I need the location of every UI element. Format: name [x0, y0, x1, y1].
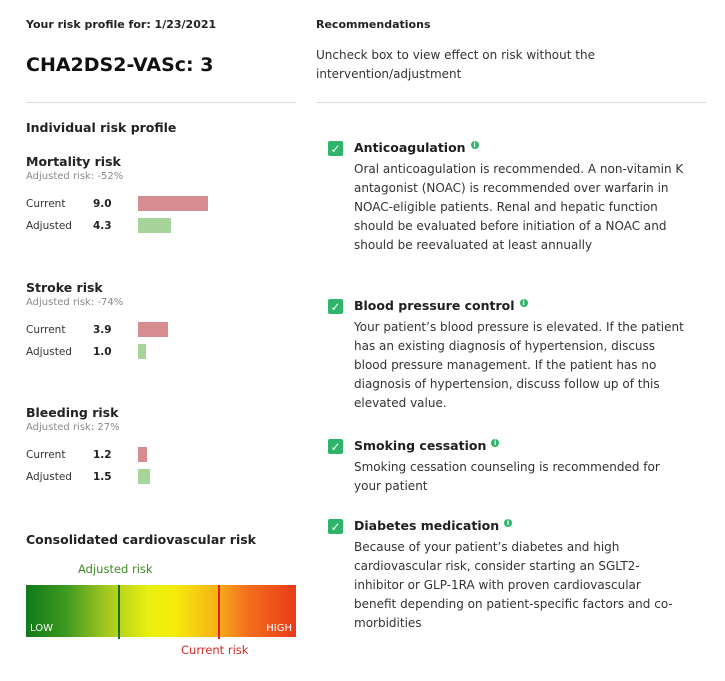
adjusted-row	[26, 216, 296, 238]
recommendation-smoking-cessation	[328, 438, 700, 496]
current-value: 9.0	[93, 198, 112, 210]
current-risk-marker	[218, 585, 220, 639]
recommendation-name	[354, 438, 499, 453]
recommendation-name-text: Diabetes medication	[354, 518, 500, 533]
adjusted-risk-marker	[118, 585, 120, 639]
risk-title: Stroke risk	[26, 280, 103, 295]
current-value: 1.2	[93, 449, 112, 461]
adjusted-row	[26, 467, 296, 489]
recommendation-header	[328, 438, 700, 458]
current-risk-marker-label: Current risk	[181, 643, 249, 657]
recommendation-name-text: Blood pressure control	[354, 298, 515, 313]
adjusted-risk-marker-label: Adjusted risk	[78, 562, 153, 576]
adjusted-risk-text: Adjusted risk: 27%	[26, 422, 120, 433]
checkmark-icon: ✓	[330, 141, 341, 156]
profile-date-label: Your risk profile for: 1/23/2021	[26, 18, 217, 31]
low-label: LOW	[30, 623, 53, 634]
adjusted-bar	[138, 469, 150, 484]
recommendation-name	[354, 140, 479, 155]
current-label: Current	[26, 198, 66, 210]
adjusted-label: Adjusted	[26, 220, 72, 232]
recommendation-header	[328, 298, 700, 318]
recommendation-name	[354, 298, 528, 313]
recommendation-text: Smoking cessation counseling is recommended for your patient	[354, 460, 660, 493]
info-icon[interactable]: i	[471, 141, 479, 149]
diabetes-medication-checkbox[interactable]	[328, 519, 343, 534]
recommendation-name	[354, 518, 512, 533]
risk-title: Bleeding risk	[26, 405, 119, 420]
current-bar	[138, 322, 168, 337]
recommendation-anticoagulation	[328, 140, 700, 255]
bleeding-risk-block	[26, 405, 296, 489]
current-label: Current	[26, 324, 66, 336]
cha2ds2-vasc-score: CHA2DS2-VASc: 3	[26, 54, 214, 76]
divider	[316, 102, 706, 103]
info-icon[interactable]: i	[491, 439, 499, 447]
consolidated-risk-title: Consolidated cardiovascular risk	[26, 532, 256, 547]
current-row	[26, 194, 296, 216]
recommendations-subtitle: Uncheck box to view effect on risk without the intervention/adjustment	[316, 48, 595, 81]
info-icon[interactable]: i	[504, 519, 512, 527]
adjusted-value: 1.0	[93, 346, 112, 358]
recommendation-header	[328, 140, 700, 160]
adjusted-label: Adjusted	[26, 346, 72, 358]
adjusted-value: 1.5	[93, 471, 112, 483]
recommendations-title: Recommendations	[316, 18, 431, 31]
recommendation-text: Because of your patient’s diabetes and high cardiovascular risk, consider starting an SGLT2-inhibitor or GLP-1RA with proven cardiovascular benefit depending on patient-specific factors and co-morbidities	[354, 540, 673, 630]
smoking-cessation-checkbox[interactable]	[328, 439, 343, 454]
recommendation-diabetes-medication	[328, 518, 700, 633]
current-bar	[138, 196, 208, 211]
stroke-risk-block	[26, 280, 296, 364]
high-label: HIGH	[266, 623, 292, 634]
current-row	[26, 445, 296, 467]
info-icon[interactable]: i	[520, 299, 528, 307]
current-value: 3.9	[93, 324, 112, 336]
recommendation-text: Oral anticoagulation is recommended. A non-vitamin K antagonist (NOAC) is recommended over warfarin in NOAC-eligible patients. Renal and hepatic function should be evaluated before initiation of a NOAC and should be reevaluated at least annually	[354, 162, 684, 252]
recommendation-blood-pressure	[328, 298, 700, 413]
risk-title: Mortality risk	[26, 154, 121, 169]
divider	[26, 102, 296, 103]
risk-gradient-scale	[26, 585, 296, 637]
recommendation-name-text: Anticoagulation	[354, 140, 466, 155]
adjusted-risk-text: Adjusted risk: -52%	[26, 171, 124, 182]
anticoagulation-checkbox[interactable]	[328, 141, 343, 156]
adjusted-label: Adjusted	[26, 471, 72, 483]
checkmark-icon: ✓	[330, 439, 341, 454]
recommendation-header	[328, 518, 700, 538]
blood-pressure-checkbox[interactable]	[328, 299, 343, 314]
current-label: Current	[26, 449, 66, 461]
mortality-risk-block	[26, 154, 296, 238]
adjusted-risk-text: Adjusted risk: -74%	[26, 297, 124, 308]
adjusted-row	[26, 342, 296, 364]
individual-risk-title: Individual risk profile	[26, 120, 177, 135]
current-row	[26, 320, 296, 342]
checkmark-icon: ✓	[330, 299, 341, 314]
adjusted-bar	[138, 344, 146, 359]
recommendation-name-text: Smoking cessation	[354, 438, 487, 453]
adjusted-bar	[138, 218, 171, 233]
current-bar	[138, 447, 147, 462]
adjusted-value: 4.3	[93, 220, 112, 232]
checkmark-icon: ✓	[330, 519, 341, 534]
recommendation-text: Your patient’s blood pressure is elevated. If the patient has an existing diagnosis of hypertension, discuss blood pressure management. If the patient has no diagnosis of hypertension, discuss follow up of this elevated value.	[354, 320, 684, 410]
